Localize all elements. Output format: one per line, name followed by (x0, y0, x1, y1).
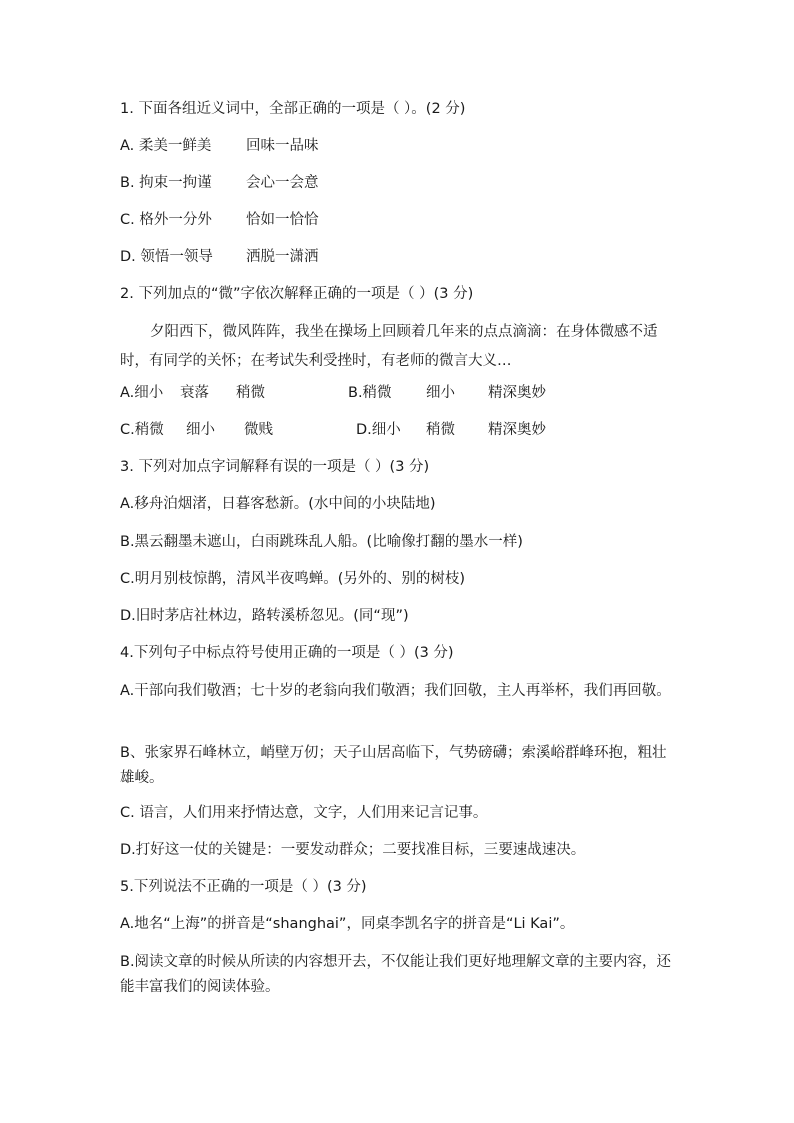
q4-option-c: C. 语言，人们用来抒情达意，文字，人们用来记言记事。 (120, 805, 488, 821)
q3-option-c: C.明月别枝惊鹊，清风半夜鸣蝉。(另外的、别的树枝) (120, 571, 466, 587)
q2-option-d-1: D.细小 (356, 422, 401, 438)
q1-option-a-first: A. 柔美一鲜美 (120, 138, 212, 154)
q2-passage: 夕阳西下，微风阵阵，我坐在操场上回顾着几年来的点点滴滴：在身体微感不适时，有同学的关怀；在考试失利受挫时，有老师的微言大义… (120, 324, 658, 369)
q2-option-d-2: 稍微 (426, 422, 455, 438)
q2-option-d-3: 精深奥妙 (488, 422, 546, 438)
q2-option-a-1: A.细小 (120, 385, 164, 401)
q1-option-d-second: 洒脱一潇洒 (246, 249, 319, 265)
q1-option-c-first: C. 格外一分外 (120, 212, 212, 228)
q2-option-b-2: 细小 (426, 385, 455, 401)
q2-option-a-3: 稍微 (236, 385, 265, 401)
q4-stem: 4.下列句子中标点符号使用正确的一项是（ ）(3 分) (120, 645, 454, 661)
q2-option-c-2: 细小 (186, 422, 215, 438)
q2-option-c-3: 微贱 (244, 422, 273, 438)
q2-option-b-1: B.稍微 (348, 385, 392, 401)
q1-option-b-second: 会心一会意 (246, 175, 319, 191)
q2-option-a-2: 衰落 (180, 385, 209, 401)
q5-stem: 5.下列说法不正确的一项是（ ）(3 分) (120, 879, 367, 895)
q2-option-c-1: C.稍微 (120, 422, 164, 438)
q3-option-b: B.黑云翻墨未遮山，白雨跳珠乱人船。(比喻像打翻的墨水一样) (120, 534, 523, 550)
q4-option-a: A.干部向我们敬酒；七十岁的老翁向我们敬酒；我们回敬，主人再举杯，我们再回敬。 (120, 683, 671, 699)
q5-option-b: B.阅读文章的时候从所读的内容想开去，不仅能让我们更好地理解文章的主要内容，还能丰富我们的阅读体验。 (120, 954, 672, 995)
q1-stem: 1. 下面各组近义词中，全部正确的一项是（ ）。(2 分) (120, 101, 466, 117)
q3-option-a: A.移舟泊烟渚，日暮客愁新。(水中间的小块陆地) (120, 496, 436, 512)
q4-option-b: B、张家界石峰林立，峭壁万仞；天子山居高临下，气势磅礴；索溪峪群峰环抱，粗壮雄峻。 (120, 745, 667, 786)
q1-option-d-first: D. 领悟一领导 (120, 249, 213, 265)
q2-option-b-3: 精深奥妙 (488, 385, 546, 401)
q2-stem: 2. 下列加点的“微”字依次解释正确的一项是（ ）(3 分) (120, 286, 474, 302)
q1-option-b-first: B. 拘束一拘谨 (120, 175, 212, 191)
q3-stem: 3. 下列对加点字词解释有误的一项是（ ）(3 分) (120, 459, 430, 475)
q4-option-d: D.打好这一仗的关键是：一要发动群众；二要找准目标，三要速战速决。 (120, 842, 586, 858)
q1-option-a-second: 回味一品味 (246, 138, 319, 154)
q5-option-a: A.地名“上海”的拼音是“shanghai”，同桌李凯名字的拼音是“Li Kai”。 (120, 916, 575, 932)
q3-option-d: D.旧时茅店社林边，路转溪桥忽见。(同“现”) (120, 608, 409, 624)
q1-option-c-second: 恰如一恰恰 (246, 212, 319, 228)
